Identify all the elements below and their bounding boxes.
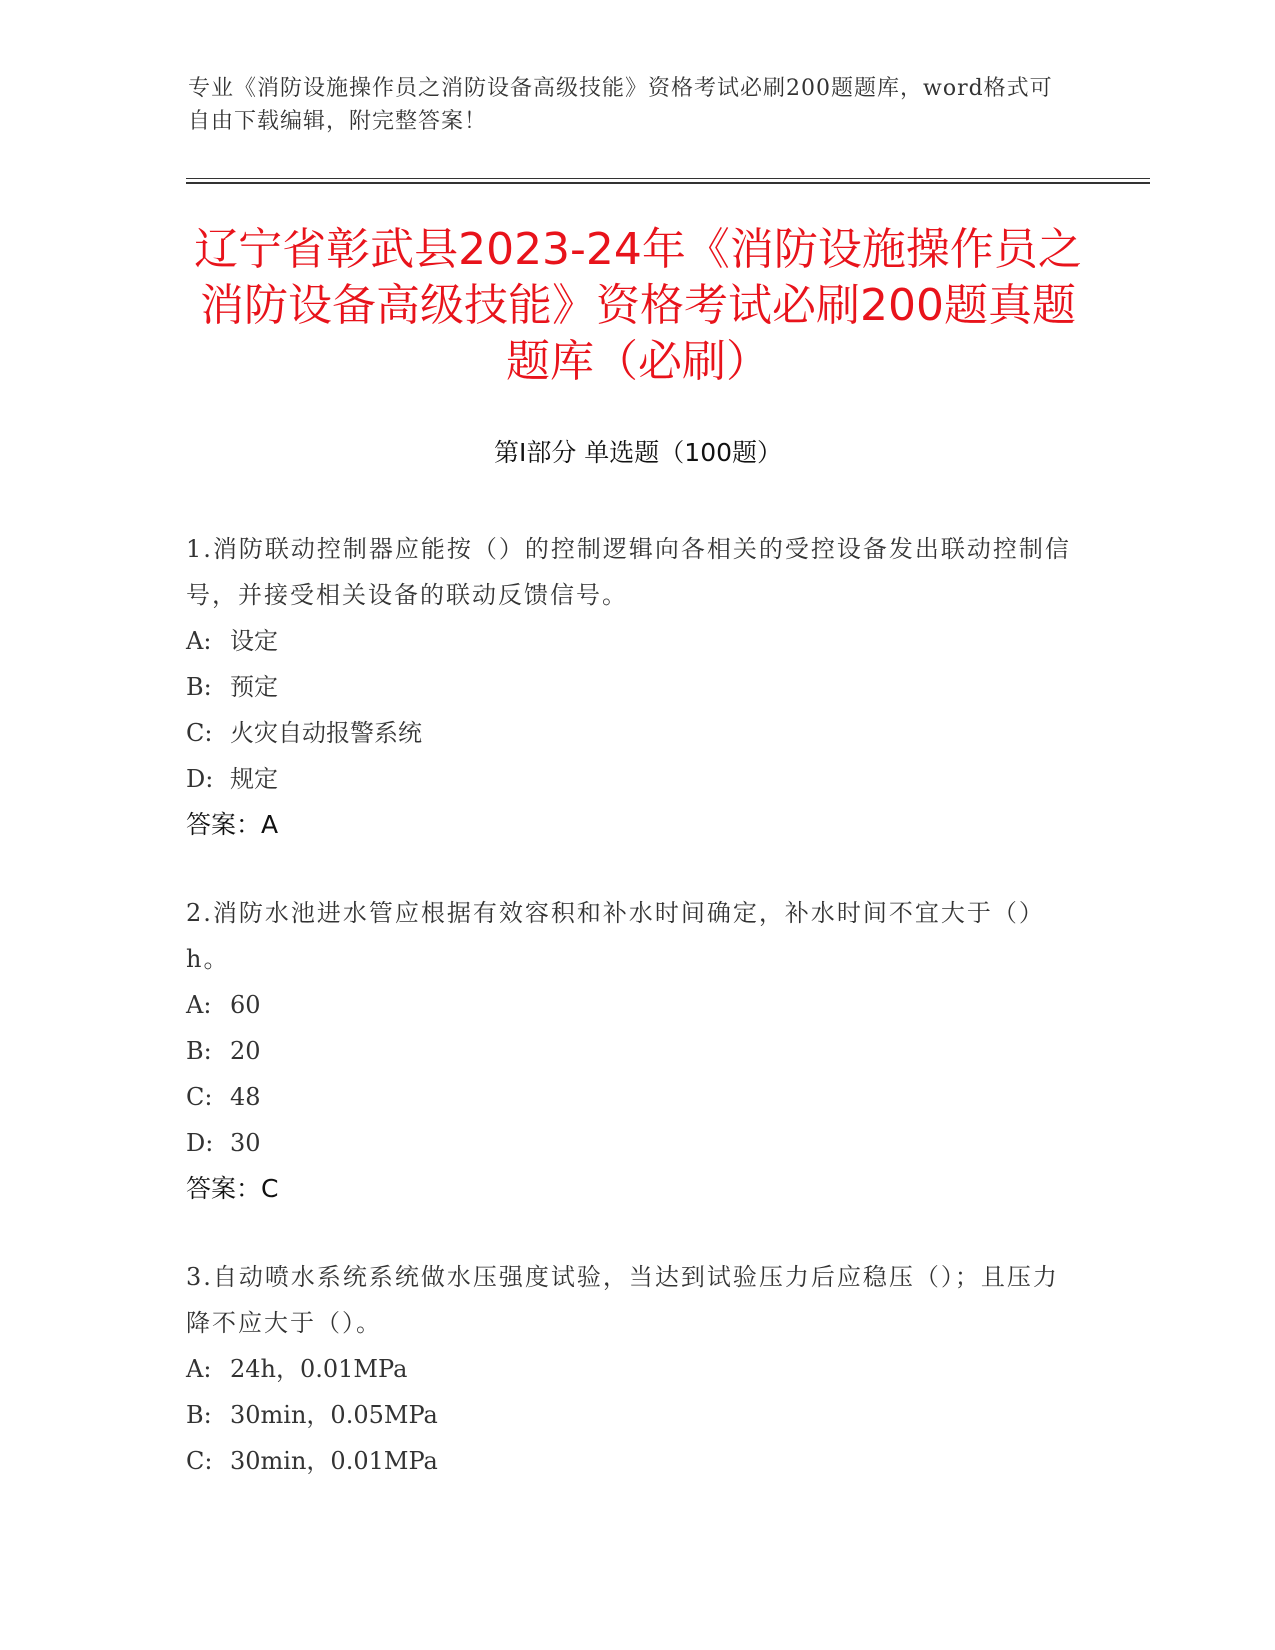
- option-text: 20: [230, 1037, 261, 1065]
- answer: 答案：A: [186, 810, 279, 839]
- option-a: [186, 982, 1076, 1028]
- option-key: B:: [186, 1401, 212, 1429]
- option-d: [186, 756, 1076, 802]
- option-a: [186, 618, 1076, 664]
- option-key: C:: [186, 1083, 213, 1111]
- option-key: A:: [186, 1355, 212, 1383]
- option-d: [186, 1120, 1076, 1166]
- option-b: [186, 664, 1076, 710]
- option-text: 规定: [230, 765, 278, 793]
- option-key: A:: [186, 627, 212, 655]
- header-divider-thick: [186, 182, 1150, 184]
- question-1: [186, 526, 1076, 848]
- option-text: 设定: [230, 627, 278, 655]
- option-c: [186, 1074, 1076, 1120]
- header-divider-thin: [186, 178, 1150, 179]
- option-text: 30min，0.05MPa: [230, 1401, 438, 1429]
- option-text: 30: [230, 1129, 261, 1157]
- answer: 答案：C: [186, 1174, 279, 1203]
- option-text: 30min，0.01MPa: [230, 1447, 438, 1475]
- option-b: [186, 1392, 1076, 1438]
- document-title: 辽宁省彰武县2023-24年《消防设施操作员之消防设备高级技能》资格考试必刷200题真题题库（必刷）: [194, 224, 1082, 387]
- option-key: D:: [186, 765, 214, 793]
- option-key: C:: [186, 719, 213, 747]
- option-text: 火灾自动报警系统: [230, 719, 422, 747]
- option-key: D:: [186, 1129, 214, 1157]
- option-key: A:: [186, 991, 212, 1019]
- option-text: 60: [230, 991, 261, 1019]
- option-key: C:: [186, 1447, 213, 1475]
- option-key: B:: [186, 1037, 212, 1065]
- option-text: 48: [230, 1083, 261, 1111]
- question-3: [186, 1254, 1076, 1484]
- option-a: [186, 1346, 1076, 1392]
- option-b: [186, 1028, 1076, 1074]
- question-stem: 3.自动喷水系统系统做水压强度试验，当达到试验压力后应稳压（）；且压力降不应大于（）。: [186, 1263, 1059, 1337]
- option-c: [186, 1438, 1076, 1484]
- option-text: 预定: [230, 673, 278, 701]
- header-note: 专业《消防设施操作员之消防设备高级技能》资格考试必刷200题题库，word格式可自由下载编辑，附完整答案！: [188, 76, 1053, 134]
- option-text: 24h，0.01MPa: [230, 1355, 408, 1383]
- question-2: [186, 890, 1076, 1212]
- option-c: [186, 710, 1076, 756]
- section-heading: 第Ⅰ部分 单选题（100题）: [493, 438, 783, 467]
- question-stem: 1.消防联动控制器应能按（）的控制逻辑向各相关的受控设备发出联动控制信号，并接受相关设备的联动反馈信号。: [186, 535, 1071, 609]
- question-stem: 2.消防水池进水管应根据有效容积和补水时间确定，补水时间不宜大于（）h。: [186, 899, 1045, 973]
- option-key: B:: [186, 673, 212, 701]
